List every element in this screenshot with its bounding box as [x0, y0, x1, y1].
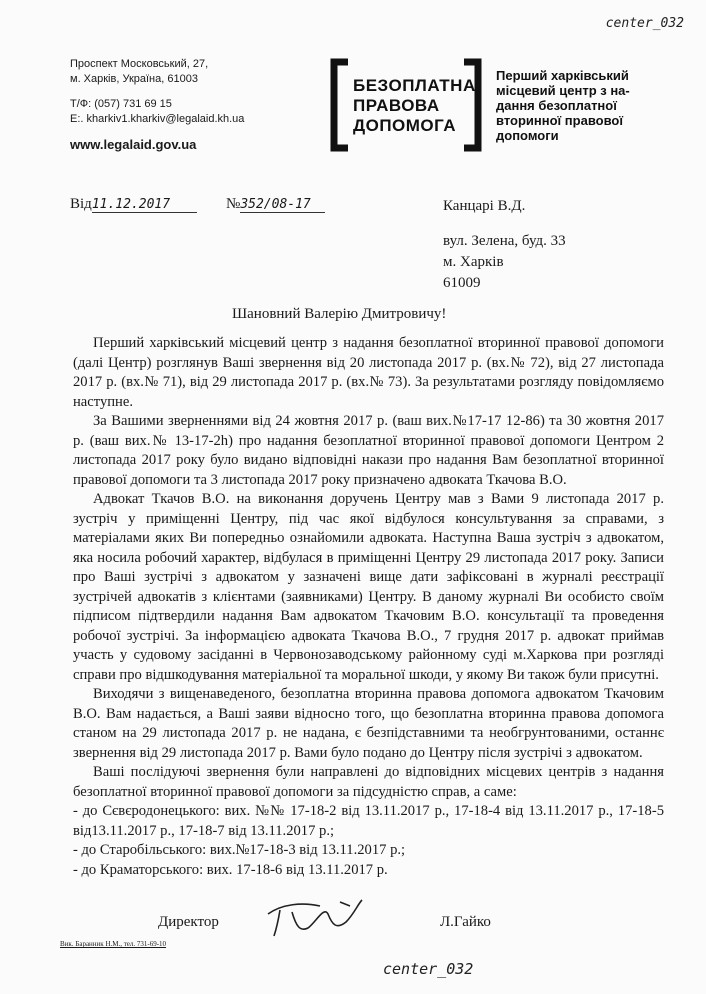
executor-footer: Вик. Баранник Н.М., тел. 731-69-10: [60, 940, 167, 948]
greeting: Шановний Валерію Дмитровичу!: [232, 306, 447, 322]
city: м. Харків: [443, 254, 504, 270]
list-item: - до Краматорського: вих. 17-18-6 від 13.11.2017 р.: [73, 861, 388, 878]
phone: Т/Ф: (057) 731 69 15: [70, 98, 172, 110]
street: вул. Зелена, буд. 33: [443, 233, 566, 249]
number-value: 352/08-17: [240, 197, 325, 213]
logo-line: БЕЗОПЛАТНА: [353, 76, 476, 95]
center-name-line: допомоги: [496, 128, 559, 143]
center-name-line: Перший харківський: [496, 68, 629, 83]
stamp-top-label: center_032: [605, 16, 684, 31]
paragraph: Виходячи з вищенаведеного, безоплатна вторинна правова допомога адвокатом Ткачовим В.О. Вам надається, а Ваші заяви відносно того, що безоплатна вторинна правова допомога станом на 29 листопада 2017 р. не надана, є безпідставними та необгрунтованими, останнє звернення від 29 листопада 2017 р. Вами було подано до Центру після зустрічі з адвокатом.: [73, 686, 664, 761]
signatory-name: Л.Гайко: [440, 914, 491, 930]
logo-line: ПРАВОВА: [353, 96, 440, 115]
email: E:. kharkiv1.kharkiv@legalaid.kh.ua: [70, 113, 245, 125]
center-name-line: місцевий центр з на-: [496, 83, 630, 98]
addressee-address: [443, 231, 566, 294]
center-name: [496, 68, 654, 143]
center-name-line: дання безоплатної: [496, 98, 617, 113]
signatory-title: Директор: [158, 914, 219, 930]
organization-contacts: [70, 97, 244, 127]
registration-number: [226, 196, 325, 213]
letter-body: [73, 334, 664, 880]
legal-aid-logo: [330, 58, 482, 152]
website: www.legalaid.gov.ua: [70, 137, 197, 152]
list-item: - до Старобільського: вих.№17-18-3 від 13.11.2017 р.;: [73, 842, 406, 858]
paragraph: За Вашими зверненнями від 24 жовтня 2017 р. (ваш вих.№17-17 12-86) та 30 жовтня 2017 р. (ваш вих.№ 13-17-2h) про надання безоплатної вторинної правової допомоги Центром 2 листопада 2017 року було видано відповідні накази про надання Вам безоплатної вторинної правової допомоги та 3 листопада 2017 року призначено адвоката Ткачова В.О.: [73, 413, 664, 488]
date-prefix: Від: [70, 196, 92, 212]
organization-address: [70, 57, 208, 87]
logo-line: ДОПОМОГА: [353, 116, 457, 135]
handwritten-signature: [262, 892, 372, 942]
center-name-line: вторинної правової: [496, 113, 624, 128]
paragraph: Перший харківський місцевий центр з надання безоплатної вторинної правової допомоги (далі Центр) розглянув Ваші звернення від 20 листопада 2017 р. (вх.№ 72), від 27 листопада 2017 р. (вх.№ 71), від 29 листопада 2017 р. (вх.№ 73). За результатами розгляду повідомляємо наступне.: [73, 335, 664, 410]
registration-date: [70, 196, 197, 213]
date-value: 11.12.2017: [92, 197, 197, 213]
postal-code: 61009: [443, 275, 481, 291]
address-line: м. Харків, Україна, 61003: [70, 73, 198, 85]
address-line: Проспект Московський, 27,: [70, 58, 209, 70]
addressee-name: Канцарі В.Д.: [443, 198, 526, 214]
paragraph: Адвокат Ткачов В.О. на виконання доручень Центру мав з Вами 9 листопада 2017 р. зустріч у приміщенні Центру, під час якої відбулося консультування за справами, з матеріалами яких Ви попередньо ознайомили адвоката. Наступна Ваша зустріч з адвокатом, яка носила робочий характер, відбулася в приміщенні Центру 29 листопада 2017 року. Записи про Ваші зустрічі з адвокатом у зазначені вище дати зафіксовані в журналі реєстрації зустрічей адвокатів з клієнтами (заявниками) Центру. В даному журналі Ви особисто своїм підписом підтвердили надання Вам адвокатом Ткачовим В.О. консультації та проведення робочої зустрічі. За інформацією адвоката Ткачова В.О., 7 грудня 2017 р. адвокат приймав участь у судовому засіданні в Червонозаводському районному суді м.Харкова при розгляді справи про відшкодування матеріальної та моральної шкоди, у якому Ви також були присутні.: [73, 491, 664, 683]
handwritten-note: center_032: [383, 960, 474, 978]
paragraph: Ваші послідуючі звернення були направлені до відповідних місцевих центрів з надання безоплатної вторинної правової допомоги за підсудністю справ, а саме:: [73, 764, 664, 800]
number-prefix: №: [226, 196, 241, 212]
logo-text: [353, 76, 476, 136]
list-item: - до Сєвєродонецького: вих. №№ 17-18-2 від 13.11.2017 р., 17-18-4 від 13.11.2017 р., 17-18-5 від13.11.2017 р., 17-18-7 від 13.11.2017 р.;: [73, 803, 664, 839]
